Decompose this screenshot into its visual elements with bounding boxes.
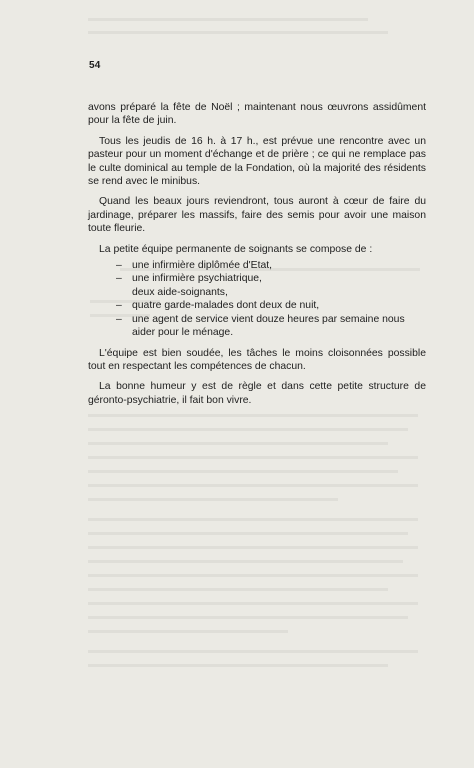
list-item-text: une infirmière psychiatrique, <box>132 273 262 285</box>
show-through <box>88 498 338 501</box>
list-item <box>88 259 426 272</box>
paragraph: La petite équipe permanente de soignants se compose de : <box>99 243 373 255</box>
show-through <box>88 616 408 619</box>
show-through <box>88 630 288 633</box>
show-through <box>88 518 418 521</box>
show-through <box>88 31 388 34</box>
staff-list <box>88 259 426 339</box>
show-through <box>88 560 403 563</box>
paragraph: Quand les beaux jours reviendront, tous auront à cœur de faire du jardinage, préparer les massifs, faire des semis pour avoir une maison toute fleurie. <box>88 196 426 235</box>
show-through <box>88 442 388 445</box>
paragraph: avons préparé la fête de Noël ; maintenant nous œuvrons assidûment pour la fête de juin. <box>88 102 426 127</box>
paragraph: La bonne humeur y est de règle et dans cette petite structure de géronto-psychiatrie, il fait bon vivre. <box>88 381 426 406</box>
list-item <box>88 299 426 312</box>
show-through <box>88 456 418 459</box>
list-item-text: quatre garde-malades dont deux de nuit, <box>132 300 320 312</box>
show-through <box>88 588 388 591</box>
page-number: 54 <box>89 60 101 71</box>
show-through <box>88 664 388 667</box>
list-item <box>88 313 426 340</box>
show-through <box>88 532 408 535</box>
show-through <box>88 470 398 473</box>
body-text <box>88 101 426 414</box>
show-through <box>88 546 418 549</box>
paragraph: L'équipe est bien soudée, les tâches le moins cloisonnées possible tout en respectant les compétences de chacun. <box>88 347 426 372</box>
show-through <box>88 650 418 653</box>
show-through <box>88 484 418 487</box>
list-item-text: une agent de service vient douze heures par semaine nous aider pour le ménage. <box>132 313 405 339</box>
show-through <box>88 574 418 577</box>
list-dash: – <box>116 300 122 312</box>
show-through <box>88 18 368 21</box>
show-through <box>88 414 418 417</box>
paragraph: Tous les jeudis de 16 h. à 17 h., est prévue une rencontre avec un pasteur pour un moment d'échange et de prière ; ce qui ne remplace pas le culte dominical au temple de la Fondation, où la majorité des résidents se rend avec le minibus. <box>88 135 426 188</box>
show-through <box>88 428 408 431</box>
list-item <box>88 286 426 299</box>
list-item <box>88 272 426 285</box>
list-dash: – <box>116 260 122 272</box>
list-item-text: deux aide-soignants, <box>132 286 228 298</box>
show-through <box>88 602 418 605</box>
list-dash: – <box>116 313 122 325</box>
list-item-text: une infirmière diplômée d'Etat, <box>132 260 273 272</box>
list-dash: – <box>116 273 122 285</box>
